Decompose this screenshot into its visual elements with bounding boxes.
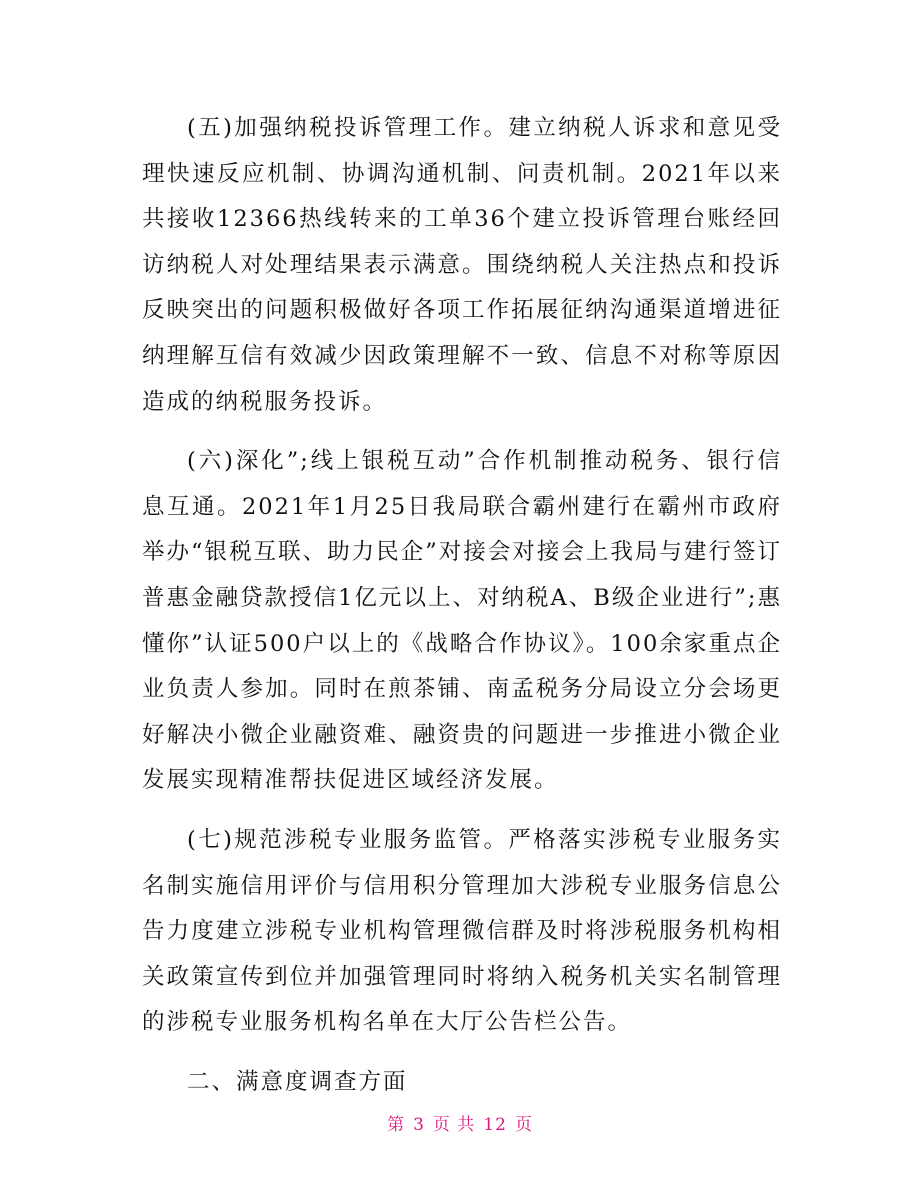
document-body [142,106,782,1105]
page-label-mid: 页 共 [432,1115,476,1135]
current-page-number: 3 [413,1115,425,1135]
total-pages-number: 12 [483,1115,507,1135]
page-label-suffix: 页 [514,1115,533,1135]
paragraph-complaint-management: (五)加强纳税投诉管理工作。建立纳税人诉求和意见受理快速反应机制、协调沟通机制、问责机制。2021年以来共接收12366热线转来的工单36个建立投诉管理台账经回访纳税人对处理结果表示满意。围绕纳税人关注热点和投诉反映突出的问题积极做好各项工作拓展征纳沟通渠道增进征纳理解互信有效减少因政策理解不一致、信息不对称等原因造成的纳税服务投诉。 [142,115,782,415]
page-number-footer [0,1113,920,1137]
paragraph-bank-tax-interaction: (六)深化”;线上银税互动”合作机制推动税务、银行信息互通。2021年1月25日我局联合霸州建行在霸州市政府举办“银税互联、助力民企”对接会对接会上我局与建行签订普惠金融贷款授信1亿元以上、对纳税A、B级企业进行”;惠懂你”认证500户以上的《战略合作协议》。100余家重点企业负责人参加。同时在煎茶铺、南孟税务分局设立分会场更好解决小微企业融资难、融资贵的问题进一步推进小微企业发展实现精准帮扶促进区域经济发展。 [142,448,782,794]
section-heading-satisfaction-survey: 二、满意度调查方面 [187,1068,408,1095]
paragraph-tax-service-supervision: (七)规范涉税专业服务监管。严格落实涉税专业服务实名制实施信用评价与信用积分管理加大涉税专业服务信息公告力度建立涉税专业机构管理微信群及时将涉税服务机构相关政策宣传到位并加强管理同时将纳入税务机关实名制管理的涉税专业服务机构名单在大厅公告栏公告。 [142,826,782,1036]
page-label-prefix: 第 [387,1115,406,1135]
